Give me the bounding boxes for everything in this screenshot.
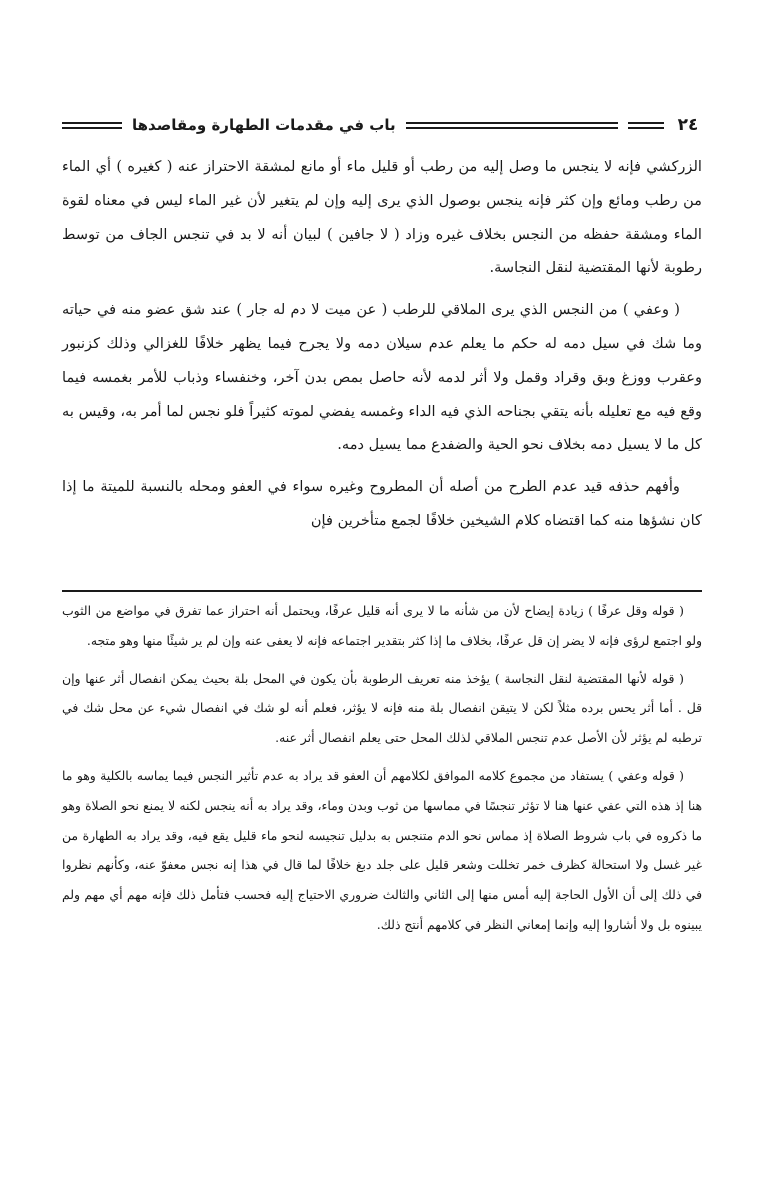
main-paragraph: الزركشي فإنه لا ينجس ما وصل إليه من رطب أو قليل ماء أو مانع لمشقة الاحتراز عنه ( كغيره ) أي الماء من رطب ومائع وإن كثر فإنه ينجس بوصول الذي يرى إليه وإن لم يتغير لأن غير الماء ليس في معناه لقوة الماء ومشقة حفظه من النجس بخلاف غيره وزاد ( لا جافين ) لبيان أنه لا بد في تنجس الجاف من توسط رطوبة لأنها المقتضية لنقل النجاسة. [62,158,702,277]
chapter-title: باب في مقدمات الطهارة ومقاصدها [132,116,396,134]
page-number: ٢٤ [677,115,699,135]
main-text [62,150,702,546]
footnote: ( قوله وعفي ) يستفاد من مجموع كلامه الموافق لكلامهم أن العفو قد يراد به عدم تأثير النجس فيما يماسه بالكلية وهو ما هنا إذ هذه التي عفي عنها هنا لا تؤثر تنجسًا في مماسها من ثوب وبدن وماء، وقد يراد به أنه ينجس لكنه لا يمنع نحو الصلاة وهو ما ذكروه في باب شروط الصلاة إذ مماس نحو الدم متنجس به بدليل تنجيسه لنحو ماء قليل يقع فيه، وقد يراد به الطهارة من غير غسل ولا استحالة كظرف خمر تخللت وشعر قليل على جلد دبغ خلافًا لما قال في هذا إنه نجس معفوّ عنه، وكأنهم نظروا في ذلك إلى أن الأول الحاجة إليه أمس منها إلى الثاني والثالث ضروري الاحتياج إليه فحسب فتأمل ذلك فإنه مهم أي مهم ولم يبينوه بل ولا أشاروا إليه وإنما إمعاني النظر في كلامهم أنتج ذلك. [62,767,702,932]
footnote: ( قوله لأنها المقتضية لنقل النجاسة ) يؤخذ منه تعريف الرطوبة بأن يكون في المحل بلة بحيث يمكن انفصال أثر عنها وإن قل . أما أثر يحس برده مثلاً لكن لا يتيقن انفصال بلة منه فإنه لا يؤثر، فعلم أنه لو شك في انفصال شيء عن محل شك في ترطبه لم يؤثر لأن الأصل عدم تنجس الملاقي لذلك المحل حتى يعلم انفصال أثر عنه. [62,670,702,746]
footnote-divider [62,590,702,592]
footnotes [62,596,702,948]
running-header [62,110,702,140]
header-rule-left [628,119,664,131]
main-paragraph: ( وعفي ) من النجس الذي يرى الملاقي للرطب ( عن ميت لا دم له جار ) عند شق عضو منه في حياته وما شك في سيل دمه له حكم ما يعلم عدم سيلان دمه ولا يجرح فيما يظهر خلافًا للغزالي وذلك كزنبور وعقرب ووزغ وبق وقراد وقمل ولا أثر لدمه لأنه حاصل بمص بدن آخر، وخنفساء وذباب للأمر بغمسه فيما وقع فيه مع تعليله بأنه يتقي بجناحه الذي فيه الداء وغمسه يفضي لموته كثيراً فلو نجس لما أمر به، وقيس به كل ما لا يسيل دمه بخلاف نحو الحية والضفدع مما يسيل دمه. [62,301,702,454]
book-page [62,0,702,1185]
header-rule-middle [406,119,618,131]
header-rule-right [62,119,122,131]
footnote: ( قوله وقل عرفًا ) زيادة إيضاح لأن من شأنه ما لا يرى أنه قليل عرفًا، ويحتمل أنه احتراز عما تفرق في مواضع من الثوب ولو اجتمع لرؤى فإنه لا يضر إن قل عرفًا، بخلاف ما إذا كثر بتقدير اجتماعه فإنه لا يعفى عنه وإن لم ير شيئًا منها وهو متجه. [62,603,702,648]
main-paragraph: وأفهم حذفه قيد عدم الطرح من أصله أن المطروح وغيره سواء في العفو ومحله بالنسبة للميتة ما إذا كان نشؤها منه كما اقتضاه كلام الشيخين خلافًا لجمع متأخرين فإن [62,478,702,529]
